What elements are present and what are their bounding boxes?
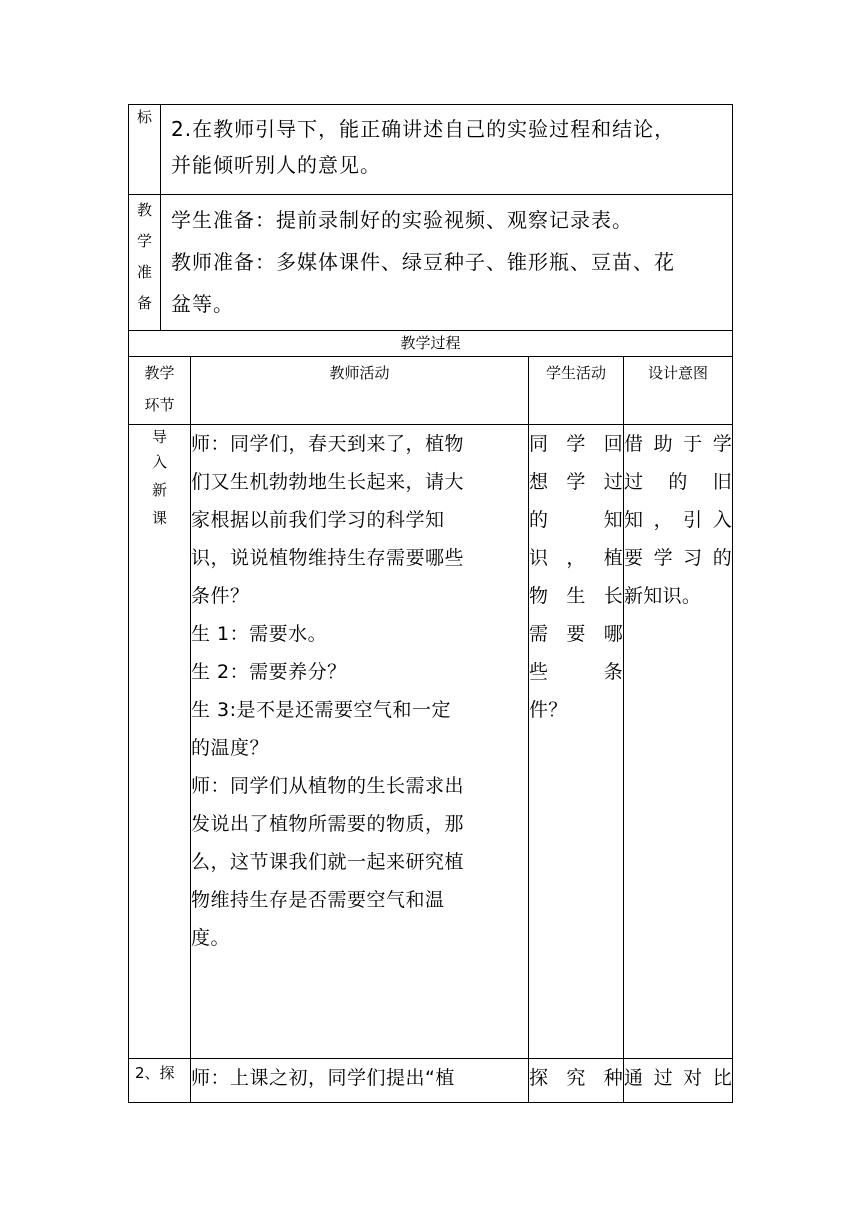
explore-teacher-cell bbox=[191, 1059, 529, 1103]
student-line: 探究种 bbox=[529, 1067, 623, 1089]
student-line: 物生长 bbox=[529, 585, 623, 607]
prep-text-cell bbox=[161, 195, 733, 331]
explore-student-cell bbox=[529, 1059, 624, 1103]
teacher-line: 们又生机勃勃地生长起来，请大 bbox=[191, 471, 465, 493]
prep-row bbox=[129, 195, 733, 331]
prep-label-char: 学 bbox=[136, 232, 152, 250]
header-stage-line: 环节 bbox=[144, 396, 175, 414]
header-row bbox=[129, 357, 733, 425]
prep-label-char: 教 bbox=[136, 201, 152, 219]
teacher-line: 发说出了植物所需要的物质，那 bbox=[191, 813, 465, 835]
lesson-plan-table bbox=[128, 104, 733, 1103]
process-title-row bbox=[129, 331, 733, 357]
student-line: 件？ bbox=[529, 699, 568, 721]
header-intent: 设计意图 bbox=[624, 357, 733, 425]
student-line: 识，植 bbox=[529, 547, 623, 569]
intent-line: 要学习的 bbox=[624, 547, 733, 569]
intro-stage-char: 课 bbox=[151, 509, 167, 527]
intent-line: 新知识。 bbox=[624, 585, 702, 607]
header-stage-line: 教学 bbox=[144, 364, 175, 382]
process-title: 教学过程 bbox=[129, 331, 733, 357]
goal-label: 标 bbox=[136, 108, 152, 126]
student-line: 需要哪 bbox=[529, 623, 623, 645]
intro-student-cell bbox=[529, 425, 624, 1059]
teacher-line: 度。 bbox=[191, 927, 231, 949]
header-student: 学生活动 bbox=[529, 357, 624, 425]
prep-line: 教师准备：多媒体课件、绿豆种子、锥形瓶、豆苗、花 bbox=[171, 250, 675, 274]
intent-line: 过的旧 bbox=[624, 471, 733, 493]
teacher-line: 识，说说植物维持生存需要哪些 bbox=[191, 547, 465, 569]
header-stage bbox=[129, 357, 191, 425]
goal-text-cell bbox=[161, 105, 733, 195]
intro-stage-char: 导 bbox=[151, 428, 167, 446]
student-line: 些 条 bbox=[529, 661, 623, 683]
goal-row bbox=[129, 105, 733, 195]
teacher-line: 师：上课之初，同学们提出“植 bbox=[191, 1067, 455, 1089]
prep-label-char: 备 bbox=[136, 294, 152, 312]
goal-line: 并能倾听别人的意见。 bbox=[171, 153, 381, 177]
intro-stage-char: 新 bbox=[151, 481, 167, 499]
intro-stage-cell bbox=[129, 425, 191, 1059]
teacher-line: 物维持生存是否需要空气和温 bbox=[191, 889, 445, 911]
header-teacher: 教师活动 bbox=[191, 357, 529, 425]
goal-label-cell bbox=[129, 105, 161, 195]
teacher-line: 师：同学们从植物的生长需求出 bbox=[191, 775, 465, 797]
explore-row bbox=[129, 1059, 733, 1103]
teacher-line: 生 2：需要养分？ bbox=[191, 661, 347, 683]
intro-row bbox=[129, 425, 733, 1059]
teacher-line: 的温度？ bbox=[191, 737, 270, 759]
teacher-line: 生 3:是不是还需要空气和一定 bbox=[191, 699, 452, 721]
prep-label-cell bbox=[129, 195, 161, 331]
intent-line: 通过对比 bbox=[624, 1067, 733, 1089]
intent-line: 知，引入 bbox=[624, 509, 733, 531]
prep-line: 盆等。 bbox=[171, 292, 234, 316]
intro-intent-cell bbox=[624, 425, 733, 1059]
goal-line: 2.在教师引导下，能正确讲述自己的实验过程和结论， bbox=[171, 117, 676, 141]
teacher-line: 家根据以前我们学习的科学知 bbox=[191, 509, 445, 531]
student-line: 的 知 bbox=[529, 509, 623, 531]
teacher-line: 生 1：需要水。 bbox=[191, 623, 328, 645]
teacher-line: 条件？ bbox=[191, 585, 250, 607]
student-line: 同学回 bbox=[529, 433, 623, 455]
prep-line: 学生准备：提前录制好的实验视频、观察记录表。 bbox=[171, 208, 633, 232]
teacher-line: 师：同学们，春天到来了，植物 bbox=[191, 433, 465, 455]
intro-stage-char: 入 bbox=[151, 453, 167, 471]
explore-stage-cell: 2、探 bbox=[129, 1059, 191, 1103]
teacher-line: 么，这节课我们就一起来研究植 bbox=[191, 851, 465, 873]
prep-label-char: 准 bbox=[136, 263, 152, 281]
explore-intent-cell bbox=[624, 1059, 733, 1103]
intro-teacher-cell bbox=[191, 425, 529, 1059]
intent-line: 借助于学 bbox=[624, 433, 733, 455]
student-line: 想学过 bbox=[529, 471, 623, 493]
